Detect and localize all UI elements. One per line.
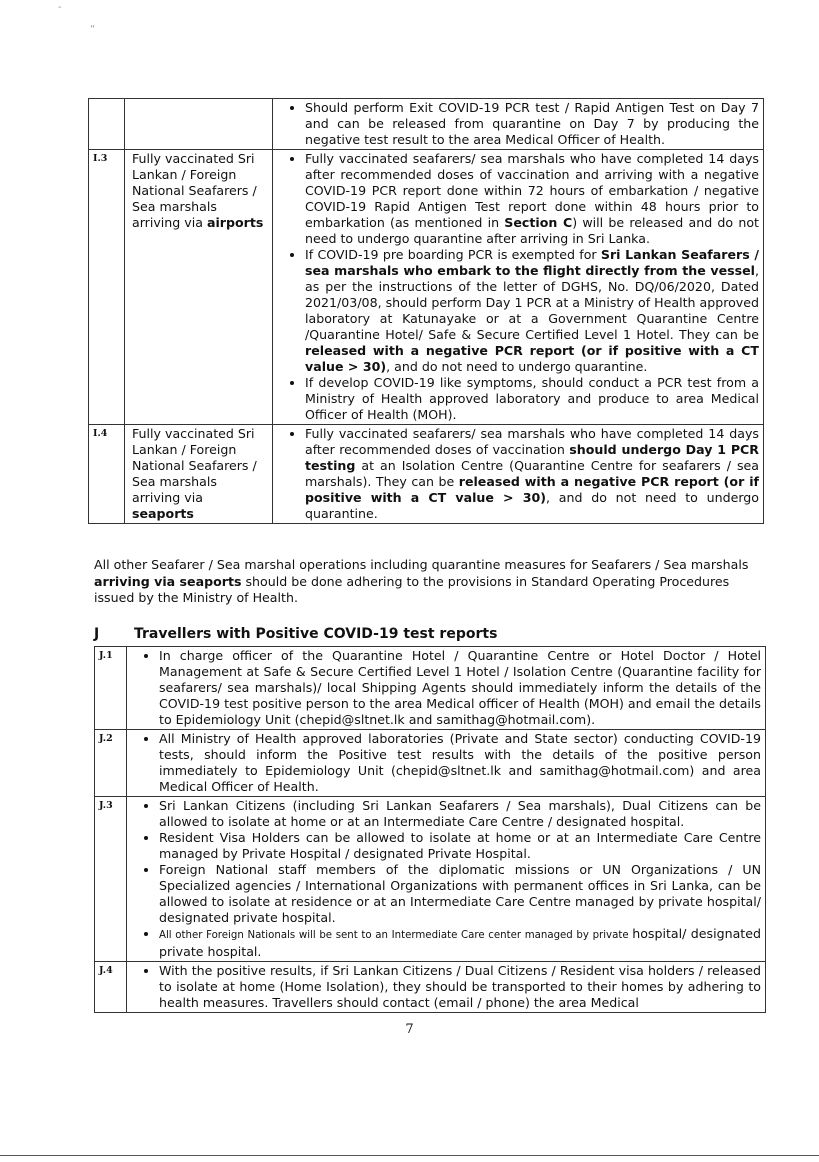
row-number: J.2	[95, 730, 127, 797]
requirements-cell	[273, 150, 764, 425]
bold-text: Section C	[504, 215, 573, 230]
row-number: J.3	[95, 797, 127, 962]
text-run: should be done adhering to the provisions in Standard Operating Procedures issued by the Ministry of Health.	[94, 573, 730, 605]
section-j-table	[94, 646, 766, 1013]
text-run: All other Seafarer / Sea marshal operations including quarantine measures for Seafarers / Sea marshals	[94, 557, 749, 572]
traveller-category	[125, 425, 273, 524]
bullet-item	[305, 375, 759, 423]
table-row	[89, 99, 764, 150]
text-run: Fully vaccinated seafarers/ sea marshals who have completed 14 days after recommended doses of vaccination	[305, 426, 759, 457]
text-run: , and do not need to undergo quarantine.	[305, 490, 759, 521]
seaport-operations-paragraph	[94, 557, 766, 607]
table-row	[89, 425, 764, 524]
bold-text: should undergo Day 1 PCR testing	[305, 442, 759, 473]
bold-text: Sri Lankan Seafarers / sea marshals who embark to the flight directly from the vessel	[305, 247, 759, 278]
traveller-category	[125, 150, 273, 425]
scan-mark: -	[58, 2, 62, 13]
bullet-list	[131, 731, 761, 795]
text-run: , and do not need to undergo quarantine.	[386, 359, 648, 374]
bullet-item	[305, 247, 759, 375]
text-run: at an Isolation Centre (Quarantine Centre for seafarers / sea marshals). They can be	[305, 458, 759, 489]
row-number: I.4	[89, 425, 125, 524]
text-run: If develop COVID-19 like symptoms, should conduct a PCR test from a Ministry of Health approved laboratory and produce to area Medical Officer of Health (MOH).	[305, 375, 759, 422]
text-run: ) will be released and do not need to undergo quarantine after arriving in Sri Lanka.	[305, 215, 759, 246]
text-run: Resident Visa Holders can be allowed to isolate at home or at an Intermediate Care Centre managed by Private Hospital / designated Private Hospital.	[159, 830, 761, 861]
requirements-cell	[273, 99, 764, 150]
small-text: All other Foreign Nationals will be sent to an Intermediate Care center managed by private	[159, 930, 633, 941]
bullet-list	[131, 963, 761, 1011]
bullet-list	[277, 426, 759, 522]
requirements-cell	[127, 797, 766, 962]
section-title: Travellers with Positive COVID-19 test reports	[134, 626, 498, 642]
bold-text: airports	[206, 215, 264, 230]
traveller-category	[125, 99, 273, 150]
text-run: Fully vaccinated Sri Lankan / Foreign National Seafarers / Sea marshals arriving via	[132, 426, 257, 505]
bullet-list	[131, 648, 761, 728]
scan-mark: “	[90, 24, 96, 35]
bullet-list	[131, 798, 761, 960]
bullet-item	[305, 426, 759, 522]
bullet-item	[305, 100, 759, 148]
page-number: 7	[405, 1022, 414, 1037]
bullet-item	[159, 648, 761, 728]
bold-text: released with a negative PCR report (or if positive with a CT value > 30)	[305, 343, 759, 374]
text-run: In charge officer of the Quarantine Hotel / Quarantine Centre or Hotel Doctor / Hotel Management at Safe & Secure Certified Level 1 Hotel / Isolation Centre (Quarantine facility for seafarers/ sea marshals)/ local Shipping Agents should immediately inform the details of the COVID-19 test positive person to the area Medical officer of Health (MOH) and email the details to Epidemiology Unit (chepid@sltnet.lk and samithag@hotmail.com).	[159, 648, 761, 727]
table-row	[95, 730, 766, 797]
footer-divider	[0, 1155, 819, 1156]
text-run: If COVID-19 pre boarding PCR is exempted for	[305, 247, 601, 262]
requirements-cell	[273, 425, 764, 524]
text-run: Fully vaccinated seafarers/ sea marshals who have completed 14 days after recommended doses of vaccination and arriving with a negative COVID-19 PCR report done within 72 hours of embarkation / negative COVID-19 Rapid Antigen Test report done within 48 hours prior to embarkation (as mentioned in	[305, 151, 759, 230]
text-run: hospital/ designated private hospital.	[159, 926, 761, 959]
text-run: All Ministry of Health approved laboratories (Private and State sector) conducting COVID-19 tests, should inform the Positive test results with the details of the positive person immediately to Epidemiology Unit (chepid@sltnet.lk and samithag@hotmail.com) and area Medical Officer of Health.	[159, 731, 761, 794]
section-letter: J	[94, 626, 100, 642]
bold-text: seaports	[132, 506, 194, 521]
text-run: Foreign National staff members of the diplomatic missions or UN Organizations / UN Specialized agencies / International Organizations with permanent offices in Sri Lanka, can be allowed to isolate at residence or at an Intermediate Care Centre managed by private hospital/ designated private hospital.	[159, 862, 761, 925]
table-row	[95, 797, 766, 962]
text-run: Should perform Exit COVID-19 PCR test / Rapid Antigen Test on Day 7 and can be released from quarantine on Day 7 by producing the negative test result to the area Medical Officer of Health.	[305, 100, 759, 147]
bullet-item	[305, 151, 759, 247]
bullet-item	[159, 926, 761, 960]
bold-text: released with a negative PCR report (or if positive with a CT value > 30)	[305, 474, 759, 505]
bullet-item	[159, 731, 761, 795]
requirements-cell	[127, 730, 766, 797]
table-row	[95, 647, 766, 730]
bullet-item	[159, 963, 761, 1011]
requirements-cell	[127, 962, 766, 1013]
row-number: J.4	[95, 962, 127, 1013]
bullet-list	[277, 100, 759, 148]
section-j-heading	[94, 626, 497, 642]
requirements-cell	[127, 647, 766, 730]
bullet-item	[159, 798, 761, 830]
table-row	[89, 150, 764, 425]
text-run: With the positive results, if Sri Lankan Citizens / Dual Citizens / Resident visa holders / released to isolate at home (Home Isolation), they should be transported to their homes by adhering to health measures. Travellers should contact (email / phone) the area Medical	[159, 963, 761, 1010]
table-row	[95, 962, 766, 1013]
row-number: J.1	[95, 647, 127, 730]
bold-text: arriving via seaports	[94, 573, 242, 589]
text-run: , as per the instructions of the letter of DGHS, No. DQ/06/2020, Dated 2021/03/08, should perform Day 1 PCR at a Ministry of Health approved laboratory at Katunayake or at a Government Quarantine Centre /Quarantine Hotel/ Safe & Secure Certified Level 1 Hotel. They can be	[305, 263, 759, 342]
bullet-list	[277, 151, 759, 423]
row-number: I.3	[89, 150, 125, 425]
section-i-table	[88, 98, 764, 524]
bullet-item	[159, 862, 761, 926]
text-run: Fully vaccinated Sri Lankan / Foreign National Seafarers / Sea marshals arriving via	[132, 151, 257, 230]
row-number	[89, 99, 125, 150]
bullet-item	[159, 830, 761, 862]
text-run: Sri Lankan Citizens (including Sri Lankan Seafarers / Sea marshals), Dual Citizens can be allowed to isolate at home or at an Intermediate Care Centre / designated hospital.	[159, 798, 761, 829]
